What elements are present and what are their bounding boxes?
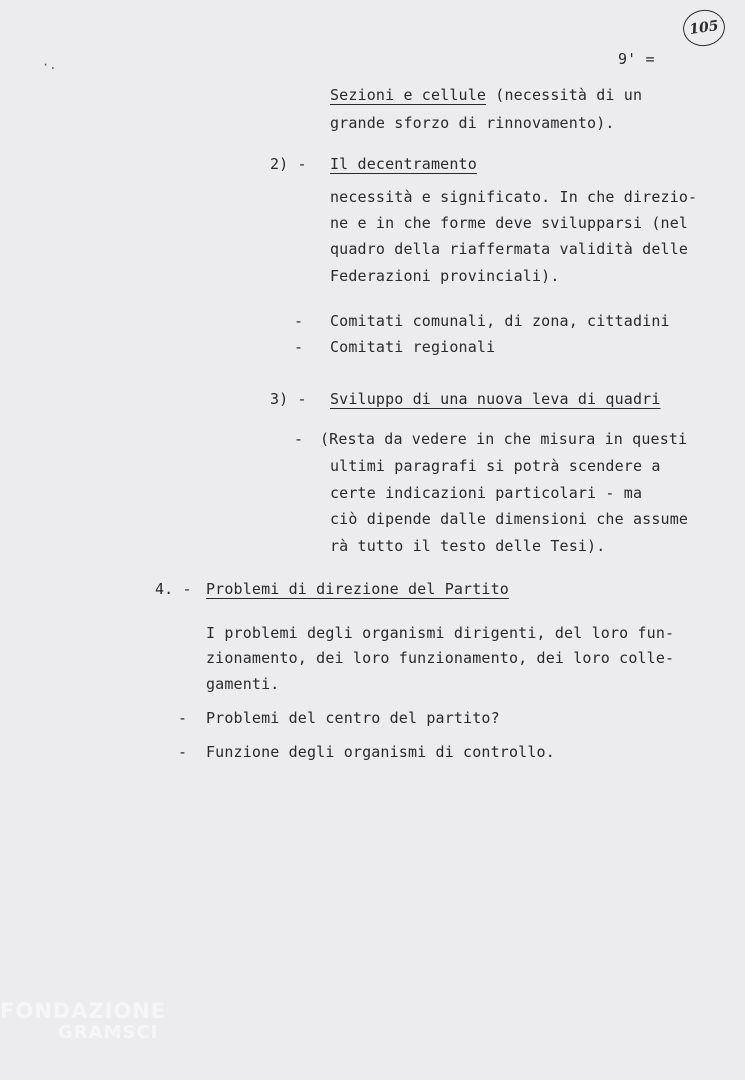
section-3-title: Sviluppo di una nuova leva di quadri bbox=[330, 390, 661, 408]
section-4-body-line: I problemi degli organismi dirigenti, del loro fun- bbox=[206, 624, 675, 642]
section-4-body-line: gamenti. bbox=[206, 675, 280, 693]
section-2-body-line: ne e in che forme deve svilupparsi (nel bbox=[330, 214, 689, 232]
section-3-body-line: rà tutto il testo delle Tesi). bbox=[330, 537, 606, 555]
section-3-body-line: ultimi paragrafi si potrà scendere a bbox=[330, 457, 661, 475]
watermark-line1: FONDAZIONE bbox=[0, 999, 167, 1023]
section-3-body-line: certe indicazioni particolari - ma bbox=[330, 484, 643, 502]
section-2-title: Il decentramento bbox=[330, 155, 477, 173]
section-4-item-dash: - bbox=[178, 709, 188, 727]
section-2-number: 2) - bbox=[270, 155, 307, 173]
section-4-number: 4. - bbox=[155, 580, 192, 598]
section-3-body-line: (Resta da vedere in che misura in questi bbox=[320, 430, 688, 448]
section-intro-line1-rest: (necessità di un bbox=[495, 86, 643, 104]
archive-stamp bbox=[681, 7, 728, 48]
section-intro-line2: grande sforzo di rinnovamento). bbox=[330, 114, 615, 132]
section-2-item-dash: - bbox=[294, 312, 304, 330]
fondazione-gramsci-watermark bbox=[0, 1000, 166, 1044]
section-2-body-line: quadro della riaffermata validità delle bbox=[330, 240, 689, 258]
section-2-body-line: Federazioni provinciali). bbox=[330, 267, 560, 285]
section-4-title: Problemi di direzione del Partito bbox=[206, 580, 509, 598]
page-number: 9' = bbox=[618, 50, 655, 68]
section-3-body-line: ciò dipende dalle dimensioni che assume bbox=[330, 510, 689, 528]
section-2-item: Comitati comunali, di zona, cittadini bbox=[330, 312, 670, 330]
section-3-dash: - bbox=[294, 430, 304, 448]
margin-mark: ·. bbox=[42, 58, 57, 72]
section-intro-line1 bbox=[330, 86, 642, 104]
section-3-number: 3) - bbox=[270, 390, 307, 408]
section-4-item: Funzione degli organismi di controllo. bbox=[206, 743, 555, 761]
section-2-item-dash: - bbox=[294, 338, 304, 356]
archive-number: 105 bbox=[688, 18, 720, 38]
section-4-item-dash: - bbox=[178, 743, 188, 761]
section-4-item: Problemi del centro del partito? bbox=[206, 709, 500, 727]
section-2-body-line: necessità e significato. In che direzio- bbox=[330, 188, 698, 206]
section-2-item: Comitati regionali bbox=[330, 338, 496, 356]
section-4-body-line: zionamento, dei loro funzionamento, dei loro colle- bbox=[206, 649, 675, 667]
section-intro-title: Sezioni e cellule bbox=[330, 86, 487, 104]
watermark-line2: GRAMSCI bbox=[58, 1022, 159, 1043]
